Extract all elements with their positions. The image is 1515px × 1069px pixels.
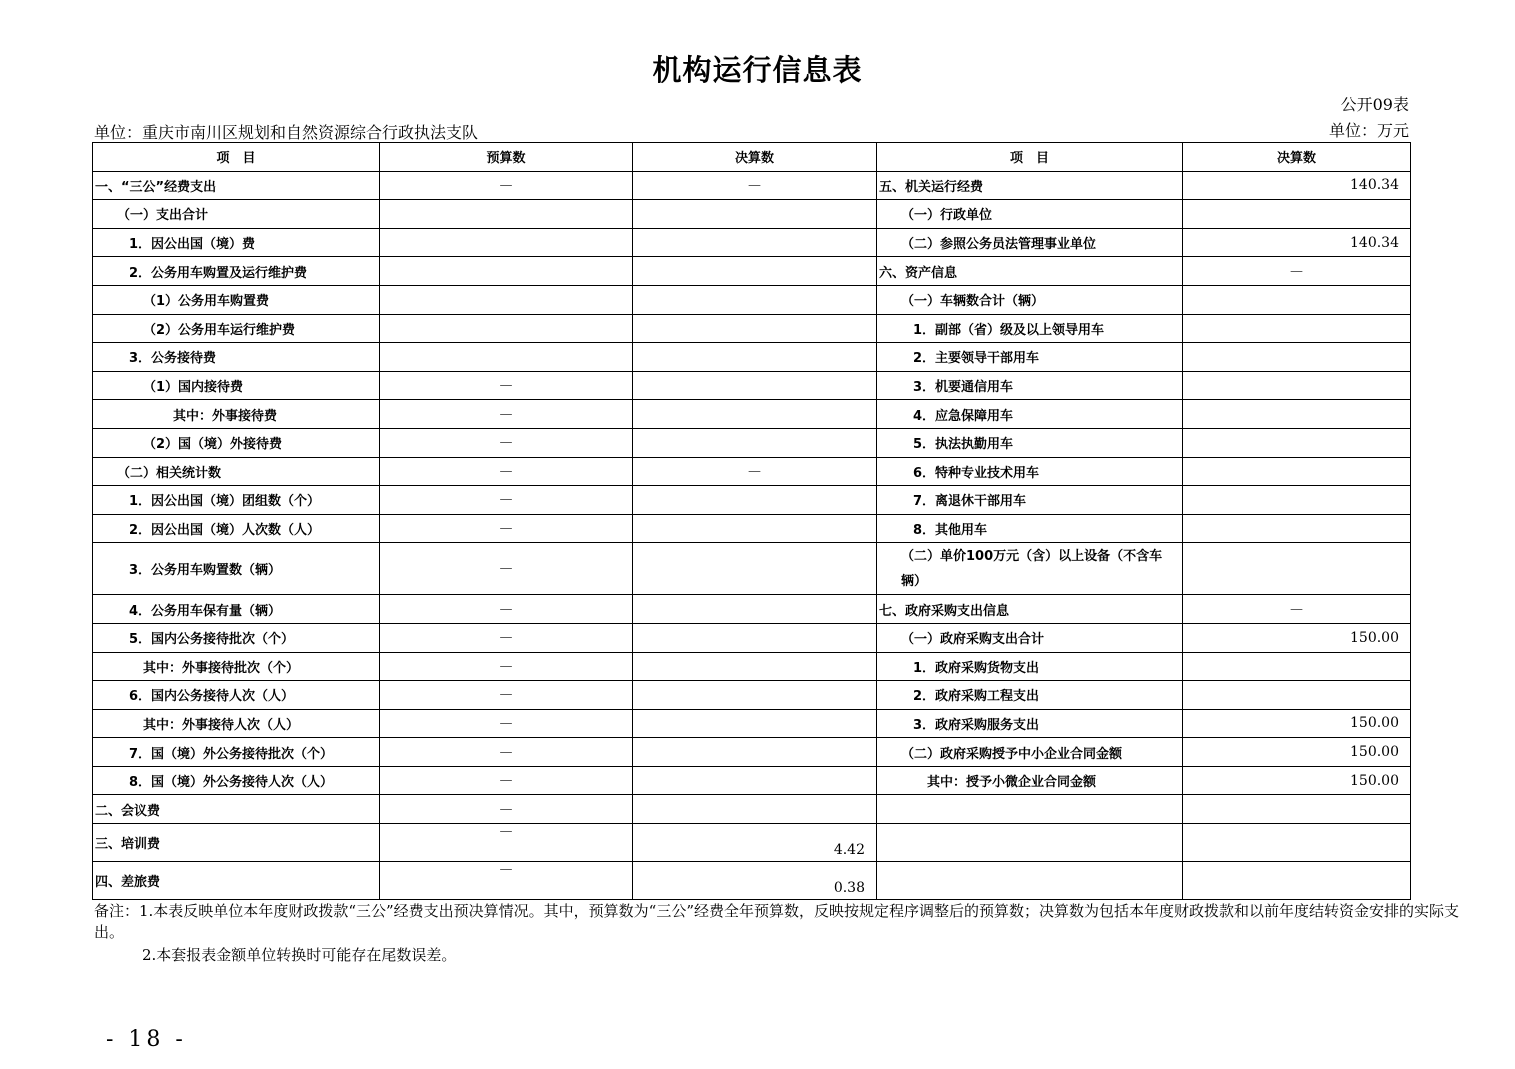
final-value-left (633, 343, 877, 372)
final-value-right: 150.00 (1183, 766, 1411, 795)
table-row (93, 738, 1411, 767)
item-left: 7．国（境）外公务接待批次（个） (93, 738, 380, 767)
currency-unit: 单位：万元 (1328, 121, 1409, 140)
item-left: 四、差旅费 (93, 862, 380, 900)
final-value-left (633, 514, 877, 543)
final-value-right (1183, 400, 1411, 429)
budget-value (380, 314, 633, 343)
table-row (93, 428, 1411, 457)
final-value-right: 150.00 (1183, 738, 1411, 767)
item-right (877, 862, 1183, 900)
final-value-left (633, 766, 877, 795)
table-row (93, 543, 1411, 595)
item-left: 1．因公出国（境）费 (93, 228, 380, 257)
page-title: 机构运行信息表 (652, 53, 863, 87)
item-right (877, 795, 1183, 824)
item-right: 7．离退休干部用车 (877, 486, 1183, 515)
item-right: 3．机要通信用车 (877, 371, 1183, 400)
item-right: 4．应急保障用车 (877, 400, 1183, 429)
item-right: 2．政府采购工程支出 (877, 681, 1183, 710)
header-item-right: 项 目 (877, 143, 1183, 172)
item-right: 5．执法执勤用车 (877, 428, 1183, 457)
table-row (93, 314, 1411, 343)
final-value-left (633, 652, 877, 681)
footnote-2: 2.本套报表金额单位转换时可能存在尾数误差。 (142, 946, 457, 964)
item-right: 五、机关运行经费 (877, 171, 1183, 200)
item-left: 8．国（境）外公务接待人次（人） (93, 766, 380, 795)
item-left: 6．国内公务接待人次（人） (93, 681, 380, 710)
item-right: 3．政府采购服务支出 (877, 709, 1183, 738)
budget-value: — (380, 738, 633, 767)
page-number: - 18 - (106, 1027, 187, 1052)
item-right: 六、资产信息 (877, 257, 1183, 286)
header-final-left: 决算数 (633, 143, 877, 172)
header-item-left: 项 目 (93, 143, 380, 172)
item-left: 二、会议费 (93, 795, 380, 824)
budget-value: — (380, 595, 633, 624)
final-value-right (1183, 514, 1411, 543)
final-value-right: 150.00 (1183, 709, 1411, 738)
item-right: 8．其他用车 (877, 514, 1183, 543)
item-right: （一）政府采购支出合计 (877, 623, 1183, 652)
final-value-right (1183, 457, 1411, 486)
final-value-left (633, 400, 877, 429)
budget-value: — (380, 514, 633, 543)
budget-value: — (380, 543, 633, 595)
item-left: 其中：外事接待费 (93, 400, 380, 429)
final-value-right: 140.34 (1183, 228, 1411, 257)
final-value-left (633, 623, 877, 652)
table-row (93, 486, 1411, 515)
budget-value: — (380, 457, 633, 486)
final-value-right (1183, 543, 1411, 595)
final-value-left (633, 257, 877, 286)
item-left: （2）国（境）外接待费 (93, 428, 380, 457)
final-value-right (1183, 862, 1411, 900)
item-left: （1）公务用车购置费 (93, 285, 380, 314)
budget-value (380, 343, 633, 372)
table-row (93, 171, 1411, 200)
table-row (93, 595, 1411, 624)
budget-value: — (380, 795, 633, 824)
table-row (93, 766, 1411, 795)
final-value-left (633, 795, 877, 824)
item-left: 其中：外事接待人次（人） (93, 709, 380, 738)
item-right: （二）单价100万元（含）以上设备（不含车辆） (877, 543, 1183, 595)
item-right: （二）参照公务员法管理事业单位 (877, 228, 1183, 257)
final-value-right (1183, 285, 1411, 314)
budget-value: — (380, 652, 633, 681)
final-value-left: 4.42 (633, 824, 877, 862)
table-row (93, 623, 1411, 652)
budget-value (380, 228, 633, 257)
final-value-left (633, 595, 877, 624)
item-right: 1．政府采购货物支出 (877, 652, 1183, 681)
item-left: 一、“三公”经费支出 (93, 171, 380, 200)
form-number: 公开09表 (1340, 95, 1409, 114)
item-left: 5．国内公务接待批次（个） (93, 623, 380, 652)
final-value-right: 150.00 (1183, 623, 1411, 652)
budget-value: — (380, 824, 633, 862)
table-row (93, 257, 1411, 286)
budget-value: — (380, 766, 633, 795)
final-value-left (633, 486, 877, 515)
item-right: 七、政府采购支出信息 (877, 595, 1183, 624)
final-value-left (633, 314, 877, 343)
budget-value: — (380, 681, 633, 710)
operation-info-table (92, 142, 1411, 900)
table-row (93, 681, 1411, 710)
budget-value: — (380, 709, 633, 738)
header-budget: 预算数 (380, 143, 633, 172)
final-value-right (1183, 314, 1411, 343)
final-value-left (633, 371, 877, 400)
item-left: （二）相关统计数 (93, 457, 380, 486)
item-right: （一）行政单位 (877, 200, 1183, 229)
table-row (93, 795, 1411, 824)
final-value-left (633, 738, 877, 767)
item-left: 其中：外事接待批次（个） (93, 652, 380, 681)
final-value-left (633, 543, 877, 595)
budget-value: — (380, 428, 633, 457)
final-value-left (633, 200, 877, 229)
item-left: （一）支出合计 (93, 200, 380, 229)
final-value-right (1183, 486, 1411, 515)
final-value-right (1183, 652, 1411, 681)
final-value-left: — (633, 171, 877, 200)
final-value-left: — (633, 457, 877, 486)
item-left: 3．公务用车购置数（辆） (93, 543, 380, 595)
item-right: 2．主要领导干部用车 (877, 343, 1183, 372)
table-row (93, 862, 1411, 900)
final-value-left (633, 709, 877, 738)
budget-value: — (380, 486, 633, 515)
table-row (93, 824, 1411, 862)
final-value-left (633, 228, 877, 257)
item-right: （一）车辆数合计（辆） (877, 285, 1183, 314)
budget-value (380, 200, 633, 229)
item-left: 2．因公出国（境）人次数（人） (93, 514, 380, 543)
budget-value: — (380, 400, 633, 429)
footnote-1: 备注：1.本表反映单位本年度财政拨款“三公”经费支出预决算情况。其中，预算数为“三公”经费全年预算数，反映按规定程序调整后的预算数；决算数为包括本年度财政拨款和以前年度结转资金安排的实际支出。 (94, 902, 1459, 941)
item-left: （1）国内接待费 (93, 371, 380, 400)
item-left: 三、培训费 (93, 824, 380, 862)
final-value-right: 140.34 (1183, 171, 1411, 200)
final-value-left (633, 428, 877, 457)
budget-value: — (380, 862, 633, 900)
item-left: 2．公务用车购置及运行维护费 (93, 257, 380, 286)
final-value-right (1183, 681, 1411, 710)
item-left: （2）公务用车运行维护费 (93, 314, 380, 343)
table-row (93, 514, 1411, 543)
table-header-row (93, 143, 1411, 172)
final-value-right: — (1183, 257, 1411, 286)
final-value-right (1183, 795, 1411, 824)
table-row (93, 709, 1411, 738)
table-row (93, 371, 1411, 400)
final-value-right (1183, 200, 1411, 229)
table-row (93, 652, 1411, 681)
item-right: 1．副部（省）级及以上领导用车 (877, 314, 1183, 343)
budget-value: — (380, 371, 633, 400)
final-value-right (1183, 371, 1411, 400)
table-row (93, 457, 1411, 486)
item-right: （二）政府采购授予中小企业合同金额 (877, 738, 1183, 767)
budget-value (380, 257, 633, 286)
item-left: 1．因公出国（境）团组数（个） (93, 486, 380, 515)
final-value-left (633, 681, 877, 710)
table-row (93, 400, 1411, 429)
item-left: 4．公务用车保有量（辆） (93, 595, 380, 624)
item-left: 3．公务接待费 (93, 343, 380, 372)
item-right: 6．特种专业技术用车 (877, 457, 1183, 486)
budget-value (380, 285, 633, 314)
table-row (93, 343, 1411, 372)
budget-value: — (380, 171, 633, 200)
item-right: 其中：授予小微企业合同金额 (877, 766, 1183, 795)
table-row (93, 200, 1411, 229)
table-row (93, 285, 1411, 314)
final-value-left: 0.38 (633, 862, 877, 900)
header-final-right: 决算数 (1183, 143, 1411, 172)
final-value-right (1183, 343, 1411, 372)
table-row (93, 228, 1411, 257)
reporting-unit: 单位：重庆市南川区规划和自然资源综合行政执法支队 (94, 123, 479, 142)
final-value-right (1183, 428, 1411, 457)
budget-value: — (380, 623, 633, 652)
final-value-right (1183, 824, 1411, 862)
item-right (877, 824, 1183, 862)
final-value-left (633, 285, 877, 314)
final-value-right: — (1183, 595, 1411, 624)
